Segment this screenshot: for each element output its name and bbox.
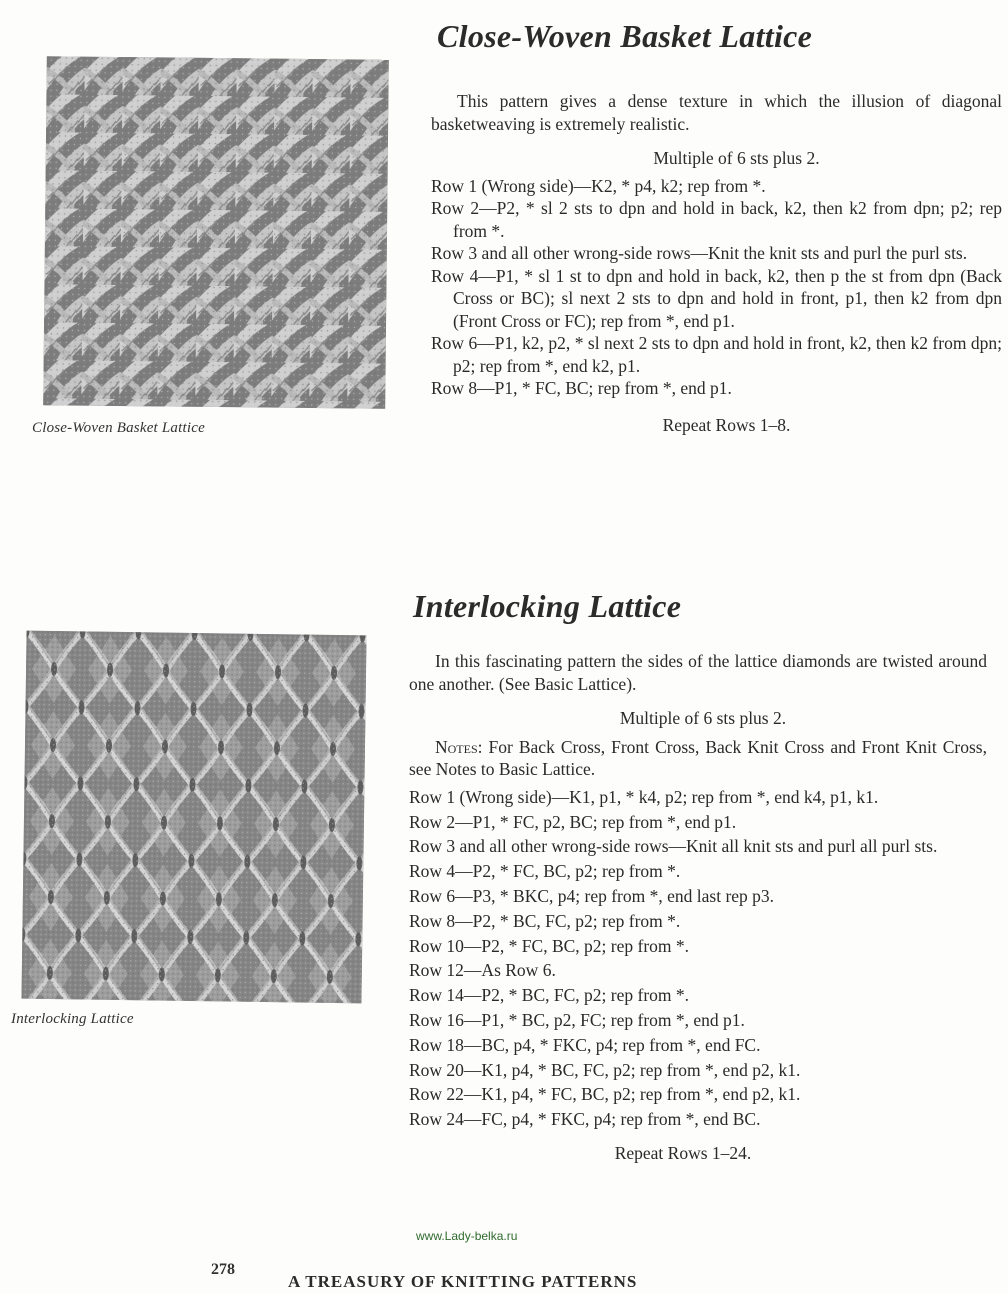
instruction-row: Row 16—P1, * BC, p2, FC; rep from *, end p1. [409, 1010, 745, 1031]
instruction-row: Row 6—P1, k2, p2, * sl next 2 sts to dpn and hold in front, k2, then k2 from dpn; p2; rep from *, end k2, p1. [431, 333, 1002, 376]
instruction-row: Row 6—P3, * BKC, p4; rep from *, end last rep p3. [409, 886, 775, 907]
pattern2-rows [409, 786, 987, 1133]
instruction-row: Row 1 (Wrong side)—K1, p1, * k4, p2; rep from *, end k4, p1, k1. [409, 786, 879, 807]
pattern1-multiple: Multiple of 6 sts plus 2. [653, 148, 820, 168]
pattern2-intro: In this fascinating pattern the sides of the lattice diamonds are twisted around one another. (See Basic Lattice). [409, 651, 987, 694]
instruction-row: Row 8—P2, * BC, FC, p2; rep from *. [409, 910, 681, 931]
heading-close-woven-basket-lattice: Close-Woven Basket Lattice [437, 18, 813, 54]
pattern2-body [409, 650, 987, 1165]
pattern2-notes [409, 736, 987, 781]
notes-text: For Back Cross, Front Cross, Back Knit Cross and Front Knit Cross, see Notes to Basic Lattice. [409, 736, 987, 779]
instruction-row: Row 4—P2, * FC, BC, p2; rep from *. [409, 861, 681, 882]
swatch-image-interlocking-lattice [21, 631, 366, 1004]
instruction-row: Row 3 and all other wrong-side rows—Knit all knit sts and purl all purl sts. [409, 835, 938, 856]
page-number: 278 [211, 1261, 235, 1278]
basket-lattice-texture [43, 56, 389, 409]
instruction-row: Row 1 (Wrong side)—K2, * p4, k2; rep from *. [431, 175, 766, 196]
caption-interlocking-lattice: Interlocking Lattice [11, 1011, 134, 1027]
instruction-row: Row 2—P1, * FC, p2, BC; rep from *, end p1. [409, 812, 737, 832]
instruction-row: Row 14—P2, * BC, FC, p2; rep from *. [409, 985, 690, 1006]
instruction-row: Row 24—FC, p4, * FKC, p4; rep from *, end BC. [409, 1109, 761, 1130]
pattern1-body [431, 90, 1002, 436]
instruction-row: Row 2—P2, * sl 2 sts to dpn and hold in back, k2, then k2 from dpn; p2; rep from *. [431, 198, 1002, 241]
notes-label: Notes: [435, 736, 483, 757]
heading-interlocking-lattice: Interlocking Lattice [413, 588, 682, 624]
interlocking-lattice-texture [21, 631, 366, 1004]
caption-close-woven-basket-lattice: Close-Woven Basket Lattice [32, 420, 205, 436]
pattern1-intro: This pattern gives a dense texture in which the illusion of diagonal basketweaving is extremely realistic. [431, 91, 1002, 134]
watermark-link: www.Lady-belka.ru [416, 1229, 518, 1243]
instruction-row: Row 12—As Row 6. [409, 960, 556, 981]
instruction-row: Row 4—P1, * sl 1 st to dpn and hold in back, k2, then p the st from dpn (Back Cross or BC); sl next 2 sts to dpn and hold in front, p1, then k2 from dpn (Front Cross or FC); rep from *, end p1. [431, 265, 1002, 331]
pattern1-repeat: Repeat Rows 1–8. [662, 414, 791, 435]
instruction-row: Row 20—K1, p4, * BC, FC, p2; rep from *, end p2, k1. [409, 1059, 801, 1080]
instruction-row: Row 3 and all other wrong-side rows—Knit the knit sts and purl the purl sts. [431, 243, 968, 263]
pattern1-rows [431, 175, 1002, 400]
pattern2-multiple: Multiple of 6 sts plus 2. [619, 708, 787, 728]
pattern2-repeat: Repeat Rows 1–24. [614, 1143, 752, 1164]
instruction-row: Row 18—BC, p4, * FKC, p4; rep from *, end FC. [409, 1034, 761, 1055]
instruction-row: Row 22—K1, p4, * FC, BC, p2; rep from *, end p2, k1. [409, 1084, 801, 1105]
swatch-image-close-woven-basket-lattice [43, 56, 389, 409]
instruction-row: Row 10—P2, * FC, BC, p2; rep from *. [409, 935, 690, 956]
instruction-row: Row 8—P1, * FC, BC; rep from *, end p1. [431, 378, 732, 398]
running-footer-book-title: A TREASURY OF KNITTING PATTERNS [288, 1272, 638, 1291]
